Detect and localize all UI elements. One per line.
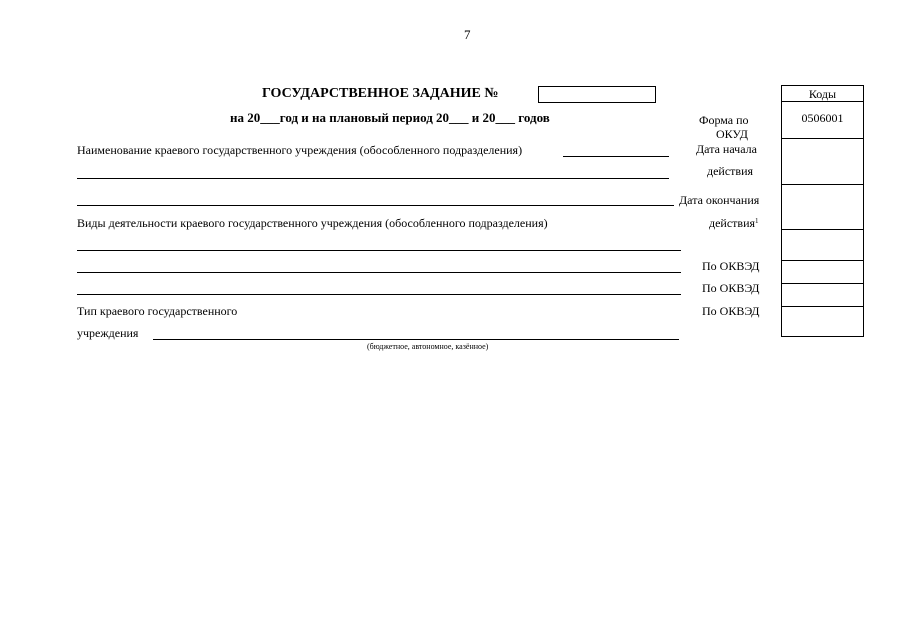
document-subtitle: на 20___год и на плановый период 20___ и 20___ годов bbox=[230, 110, 550, 125]
okved-code-cell-2[interactable] bbox=[782, 284, 863, 306]
codes-table bbox=[781, 85, 864, 337]
institution-name-field-3[interactable] bbox=[77, 205, 674, 206]
end-date-cell[interactable] bbox=[782, 185, 863, 229]
institution-type-hint: (бюджетное, автономное, казённое) bbox=[367, 342, 489, 351]
end-date-label-2: действия$^1$ bbox=[709, 216, 759, 230]
end-date-label-1: Дата окончания bbox=[679, 193, 760, 207]
document-title: ГОСУДАРСТВЕННОЕ ЗАДАНИЕ № bbox=[262, 86, 499, 101]
form-okud-label-2: ОКУД bbox=[716, 127, 748, 141]
okved-label-2: По ОКВЭД bbox=[702, 281, 760, 295]
start-date-label-1: Дата начала bbox=[696, 142, 757, 156]
start-date-cell[interactable] bbox=[782, 139, 863, 184]
okud-code-cell[interactable]: 0506001 bbox=[801, 111, 844, 125]
codes-header: Коды bbox=[808, 87, 837, 101]
okved-code-cell-3[interactable] bbox=[782, 307, 863, 336]
start-date-label-2: действия bbox=[707, 164, 754, 178]
institution-type-label-1: Тип краевого государственного bbox=[77, 304, 238, 318]
form-okud-label-1: Форма по bbox=[699, 113, 749, 127]
footnote-marker: 1 bbox=[755, 217, 759, 225]
activity-type-field-1[interactable] bbox=[77, 250, 681, 251]
institution-name-field-1[interactable] bbox=[563, 156, 669, 157]
institution-name-field-2[interactable] bbox=[77, 178, 669, 179]
institution-name-label: Наименование краевого государственного учреждения (обособленного подразделения) bbox=[77, 143, 523, 157]
assignment-number-field[interactable] bbox=[538, 86, 656, 103]
institution-type-field[interactable] bbox=[153, 339, 679, 340]
activity-type-field-2[interactable] bbox=[77, 272, 681, 273]
okved-label-3: По ОКВЭД bbox=[702, 304, 760, 318]
okved-code-cell-1[interactable] bbox=[782, 261, 863, 283]
institution-type-label-2: учреждения bbox=[77, 326, 139, 340]
okved-label-1: По ОКВЭД bbox=[702, 259, 760, 273]
activity-type-field-3[interactable] bbox=[77, 294, 681, 295]
activity-types-label: Виды деятельности краевого государственного учреждения (обособленного подразделения) bbox=[77, 216, 548, 230]
page-number: 7 bbox=[464, 27, 471, 42]
